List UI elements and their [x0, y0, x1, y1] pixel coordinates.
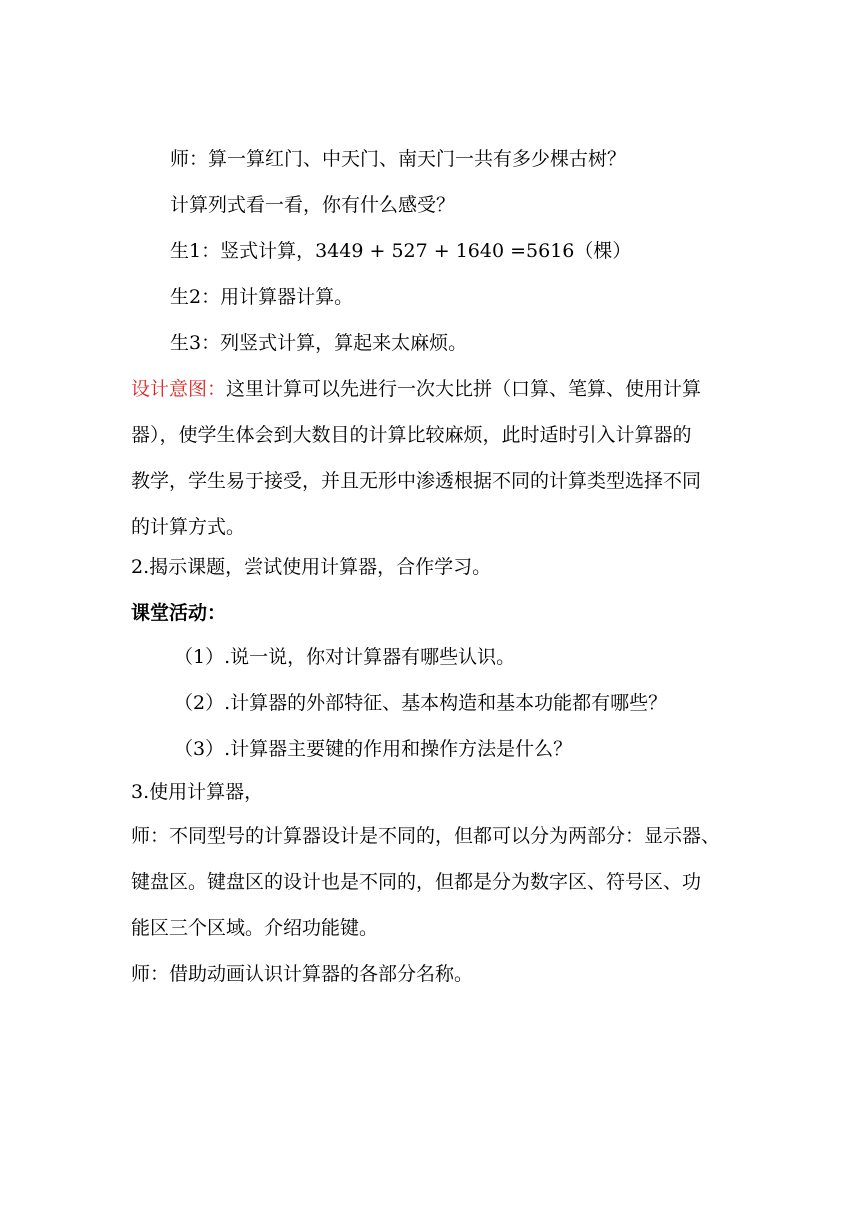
section-3-heading: 3.使用计算器，: [131, 781, 264, 803]
activity-item: （2）.计算器的外部特征、基本构造和基本功能都有哪些？: [174, 692, 668, 714]
teacher-para-line-3: 能区三个区域。介绍功能键。: [131, 917, 379, 939]
design-intent-line-1: [131, 377, 741, 401]
activity-heading: 课堂活动：: [131, 602, 227, 624]
design-intent-text-1: 这里计算可以先进行一次大比拼（口算、笔算、使用计算: [226, 378, 702, 400]
design-intent-line-2: 器），使学生体会到大数目的计算比较麻烦，此时适时引入计算器的: [131, 424, 692, 446]
student1-answer: 生1：竖式计算，3449 + 527 + 1640 =5616（棵）: [170, 240, 632, 262]
activity-item: （1）.说一说，你对计算器有哪些认识。: [174, 646, 516, 668]
teacher-para-line-1: 师：不同型号的计算器设计是不同的，但都可以分为两部分：显示器、: [131, 825, 721, 847]
student2-answer: 生2：用计算器计算。: [170, 286, 354, 308]
teacher-question: 师：算一算红门、中天门、南天门一共有多少棵古树？: [170, 148, 627, 170]
prompt-line: 计算列式看一看，你有什么感受？: [170, 194, 456, 216]
design-intent-line-3: 教学，学生易于接受，并且无形中渗透根据不同的计算类型选择不同: [131, 470, 702, 492]
activity-item: （3）.计算器主要键的作用和操作方法是什么？: [174, 738, 573, 760]
student3-answer: 生3：列竖式计算，算起来太麻烦。: [170, 332, 468, 354]
final-teacher-line: 师：借助动画认识计算器的各部分名称。: [131, 963, 474, 985]
design-intent-line-4: 的计算方式。: [131, 516, 246, 538]
design-intent-label: 设计意图：: [131, 378, 227, 400]
section-2-heading: 2.揭示课题，尝试使用计算器，合作学习。: [131, 556, 492, 578]
teacher-para-line-2: 键盘区。键盘区的设计也是不同的，但都是分为数字区、符号区、功: [131, 871, 702, 893]
